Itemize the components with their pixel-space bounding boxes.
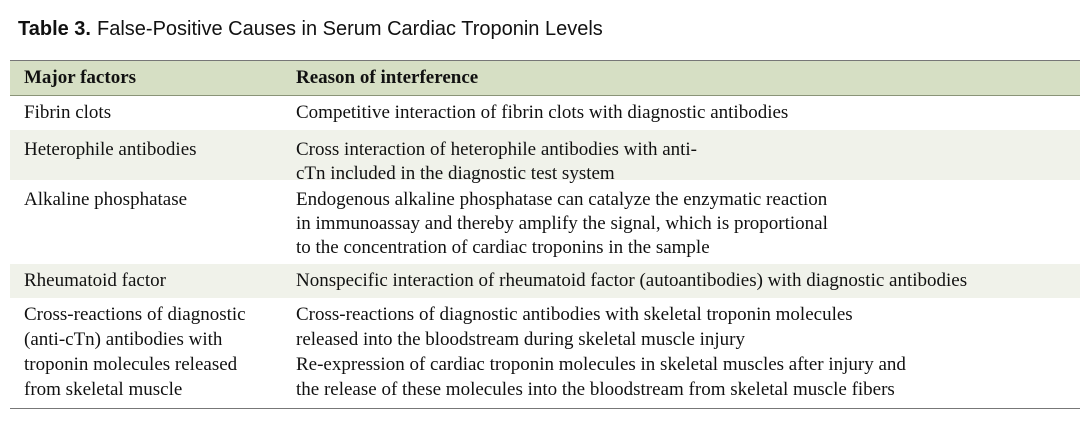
factor-line: Alkaline phosphatase — [24, 189, 188, 210]
factor-line: Heterophile antibodies — [24, 139, 197, 160]
table-row — [10, 180, 1080, 264]
factor-cell — [10, 269, 296, 293]
reason-line: to the concentration of cardiac troponins in the sample — [296, 237, 710, 258]
table-caption-title: False-Positive Causes in Serum Cardiac Troponin Levels — [97, 18, 603, 40]
reason-cell — [296, 138, 1080, 186]
reason-line: Re-expression of cardiac troponin molecules in skeletal muscles after injury and — [296, 354, 906, 375]
reason-line: Endogenous alkaline phosphatase can catalyze the enzymatic reaction — [296, 189, 828, 210]
reason-line: the release of these molecules into the bloodstream from skeletal muscle fibers — [296, 379, 895, 400]
table-header-row — [10, 61, 1080, 96]
reason-cell — [296, 302, 1080, 402]
table-row — [10, 264, 1080, 298]
factor-line: Rheumatoid factor — [24, 270, 166, 291]
table-caption-label: Table 3. — [18, 18, 91, 40]
table-caption — [18, 18, 603, 41]
troponin-false-positive-table — [10, 60, 1080, 409]
table-row — [10, 130, 1080, 184]
reason-line: in immunoassay and thereby amplify the signal, which is proportional — [296, 213, 828, 234]
factor-cell — [10, 302, 296, 402]
factor-line: troponin molecules released — [24, 354, 238, 375]
table-row — [10, 298, 1080, 408]
factor-cell — [10, 138, 296, 162]
header-reason-of-interference: Reason of interference — [296, 67, 479, 88]
factor-line: Cross-reactions of diagnostic — [24, 304, 246, 325]
reason-line: released into the bloodstream during skeletal muscle injury — [296, 329, 746, 350]
factor-cell — [10, 188, 296, 212]
reason-line: Nonspecific interaction of rheumatoid factor (autoantibodies) with diagnostic antibodies — [296, 270, 968, 291]
reason-line: Cross interaction of heterophile antibodies with anti- — [296, 139, 698, 160]
reason-line: Competitive interaction of fibrin clots with diagnostic antibodies — [296, 102, 789, 123]
reason-cell — [296, 269, 1080, 293]
factor-cell — [10, 101, 296, 125]
reason-line: cTn included in the diagnostic test system — [296, 163, 615, 184]
table-row — [10, 96, 1080, 130]
reason-cell — [296, 101, 1080, 125]
reason-cell — [296, 188, 1080, 260]
reason-line: Cross-reactions of diagnostic antibodies with skeletal troponin molecules — [296, 304, 853, 325]
factor-line: Fibrin clots — [24, 102, 112, 123]
factor-line: from skeletal muscle — [24, 379, 183, 400]
header-major-factors: Major factors — [24, 67, 137, 88]
factor-line: (anti-cTn) antibodies with — [24, 329, 223, 350]
